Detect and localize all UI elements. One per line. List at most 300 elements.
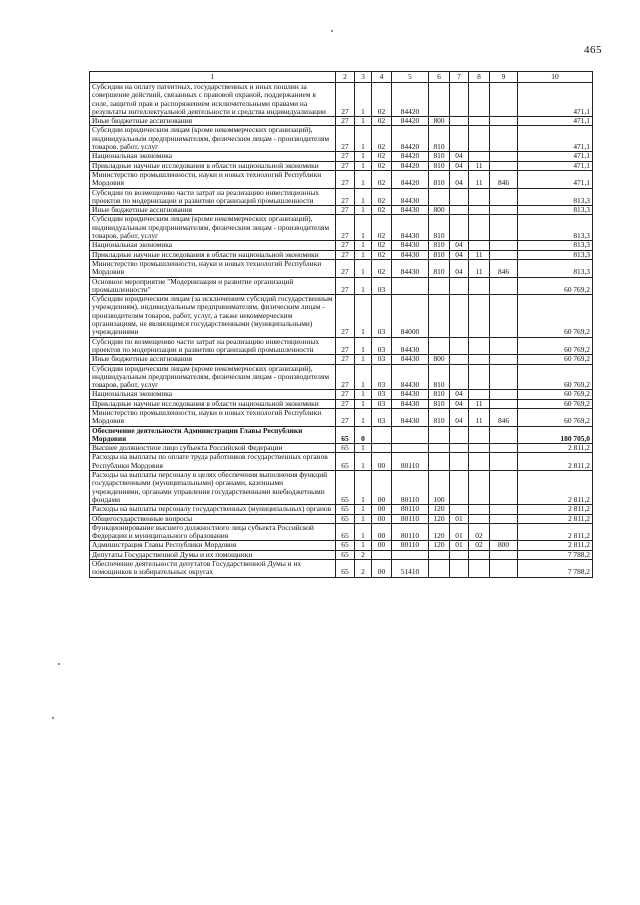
code-cell (490, 126, 518, 152)
code-cell (429, 83, 450, 117)
amount-cell: 60 769,2 (518, 277, 593, 295)
code-cell: 100 (429, 471, 450, 505)
code-cell (490, 241, 518, 250)
column-header: 6 (429, 72, 450, 83)
code-cell (469, 83, 490, 117)
code-cell (372, 444, 392, 453)
item-name-cell: Национальная экономика (90, 241, 336, 250)
item-name-cell: Национальная экономика (90, 390, 336, 399)
code-cell (490, 277, 518, 295)
table-row (90, 277, 593, 295)
table-row (90, 241, 593, 250)
table-row (90, 170, 593, 188)
item-name-cell: Министерство промышленности, науки и новых технологий Республики Мордовия (90, 170, 336, 188)
code-cell: 1 (355, 523, 372, 541)
code-cell: 1 (355, 161, 372, 170)
code-cell: 02 (372, 170, 392, 188)
code-cell: 84420 (392, 126, 429, 152)
code-cell: 1 (355, 295, 372, 337)
code-cell: 80110 (392, 471, 429, 505)
item-name-cell: Субсидии юридическим лицам (кроме некоммерческих организаций), индивидуальным предпринимателям, физическим лицам - производителям товаров, работ, услуг (90, 126, 336, 152)
code-cell (469, 550, 490, 559)
item-name-cell: Обеспечение деятельности депутатов Государственной Думы и их помощников в избирательных округах (90, 560, 336, 578)
code-cell (450, 277, 469, 295)
code-cell: 84430 (392, 250, 429, 259)
table-row (90, 295, 593, 337)
code-cell (469, 471, 490, 505)
code-cell (450, 117, 469, 126)
code-cell (469, 295, 490, 337)
code-cell (490, 161, 518, 170)
column-header: 4 (372, 72, 392, 83)
code-cell: 846 (490, 408, 518, 426)
table-row (90, 560, 593, 578)
code-cell (372, 550, 392, 559)
code-cell: 84420 (392, 83, 429, 117)
code-cell: 0 (355, 426, 372, 444)
code-cell: 27 (336, 117, 355, 126)
item-name-cell: Иные бюджетные ассигнования (90, 355, 336, 364)
code-cell: 02 (372, 126, 392, 152)
code-cell: 84000 (392, 295, 429, 337)
code-cell (392, 444, 429, 453)
code-cell: 03 (372, 295, 392, 337)
code-cell (469, 453, 490, 471)
code-cell: 810 (429, 152, 450, 161)
amount-cell: 7 788,2 (518, 560, 593, 578)
code-cell: 27 (336, 215, 355, 241)
code-cell (450, 295, 469, 337)
code-cell: 810 (429, 241, 450, 250)
code-cell: 02 (372, 83, 392, 117)
item-name-cell: Субсидии юридическим лицам (за исключением субсидий государственным учреждениям), индивидуальным предпринимателям, физическим лицам - производителям товаров, работ, услуг, а также некоммерческим организациям, не являющимся государственными (муниципальными) учреждениями (90, 295, 336, 337)
item-name-cell: Иные бюджетные ассигнования (90, 117, 336, 126)
code-cell: 84430 (392, 215, 429, 241)
code-cell: 65 (336, 505, 355, 514)
item-name-cell: Основное мероприятие "Модернизация и развитие организаций промышленности" (90, 277, 336, 295)
item-name-cell: Субсидии по возмещению части затрат на реализацию инвестиционных проектов по модернизации и развитию организаций промышленности (90, 188, 336, 206)
code-cell (429, 188, 450, 206)
amount-cell: 471,1 (518, 117, 593, 126)
code-cell (490, 355, 518, 364)
code-cell (429, 560, 450, 578)
table-row (90, 514, 593, 523)
code-cell: 1 (355, 408, 372, 426)
code-cell: 04 (450, 399, 469, 408)
code-cell (392, 426, 429, 444)
amount-cell: 60 769,2 (518, 355, 593, 364)
code-cell: 810 (429, 259, 450, 277)
code-cell: 84430 (392, 390, 429, 399)
table-row (90, 117, 593, 126)
code-cell: 03 (372, 408, 392, 426)
code-cell (372, 426, 392, 444)
code-cell: 02 (372, 259, 392, 277)
table-row (90, 188, 593, 206)
code-cell (469, 426, 490, 444)
amount-cell: 180 705,0 (518, 426, 593, 444)
code-cell: 27 (336, 241, 355, 250)
code-cell: 1 (355, 126, 372, 152)
code-cell (392, 550, 429, 559)
amount-cell: 471,1 (518, 161, 593, 170)
code-cell: 810 (429, 250, 450, 259)
code-cell: 810 (429, 170, 450, 188)
code-cell: 27 (336, 152, 355, 161)
code-cell: 27 (336, 206, 355, 215)
code-cell: 01 (450, 523, 469, 541)
code-cell (450, 426, 469, 444)
code-cell (450, 444, 469, 453)
code-cell: 80110 (392, 453, 429, 471)
code-cell: 02 (372, 206, 392, 215)
code-cell: 02 (372, 188, 392, 206)
code-cell: 800 (429, 117, 450, 126)
code-cell: 120 (429, 505, 450, 514)
amount-cell: 60 769,2 (518, 399, 593, 408)
code-cell (450, 188, 469, 206)
code-cell (450, 364, 469, 390)
code-cell (490, 453, 518, 471)
code-cell (450, 471, 469, 505)
code-cell: 1 (355, 390, 372, 399)
item-name-cell: Расходы на выплаты по оплате труда работников государственных органов Республики Мордовия (90, 453, 336, 471)
amount-cell: 60 769,2 (518, 390, 593, 399)
code-cell: 1 (355, 152, 372, 161)
code-cell: 1 (355, 399, 372, 408)
code-cell: 84420 (392, 117, 429, 126)
code-cell: 84420 (392, 161, 429, 170)
code-cell: 27 (336, 337, 355, 355)
table-row (90, 541, 593, 550)
code-cell: 11 (469, 408, 490, 426)
code-cell (450, 505, 469, 514)
code-cell (490, 295, 518, 337)
code-cell: 00 (372, 541, 392, 550)
item-name-cell: Субсидии по возмещению части затрат на реализацию инвестиционных проектов по модернизации и развитию организаций промышленности (90, 337, 336, 355)
code-cell (392, 277, 429, 295)
code-cell: 03 (372, 364, 392, 390)
code-cell (429, 453, 450, 471)
code-cell: 00 (372, 471, 392, 505)
code-cell (450, 355, 469, 364)
code-cell: 65 (336, 471, 355, 505)
code-cell: 04 (450, 152, 469, 161)
scan-dot (52, 717, 54, 719)
code-cell (490, 152, 518, 161)
code-cell (490, 364, 518, 390)
table-row (90, 453, 593, 471)
code-cell: 65 (336, 523, 355, 541)
amount-cell: 60 769,2 (518, 408, 593, 426)
code-cell: 11 (469, 250, 490, 259)
table-row (90, 408, 593, 426)
table-row (90, 471, 593, 505)
page-number: 465 (584, 44, 602, 56)
code-cell: 84430 (392, 259, 429, 277)
amount-cell: 2 811,2 (518, 505, 593, 514)
code-cell: 810 (429, 161, 450, 170)
amount-cell: 813,3 (518, 206, 593, 215)
code-cell: 80110 (392, 541, 429, 550)
code-cell: 02 (372, 241, 392, 250)
amount-cell: 60 769,2 (518, 337, 593, 355)
item-name-cell: Прикладные научные исследования в области национальной экономики (90, 250, 336, 259)
table-row (90, 505, 593, 514)
code-cell (469, 152, 490, 161)
code-cell (469, 560, 490, 578)
code-cell: 1 (355, 514, 372, 523)
code-cell: 84430 (392, 337, 429, 355)
amount-cell: 471,1 (518, 83, 593, 117)
code-cell (469, 514, 490, 523)
code-cell: 04 (450, 259, 469, 277)
code-cell: 1 (355, 541, 372, 550)
code-cell: 27 (336, 126, 355, 152)
code-cell (490, 399, 518, 408)
code-cell: 04 (450, 390, 469, 399)
code-cell: 65 (336, 444, 355, 453)
code-cell (469, 206, 490, 215)
table-row (90, 444, 593, 453)
table-row (90, 523, 593, 541)
item-name-cell: Субсидии юридическим лицам (кроме некоммерческих организаций), индивидуальным предпринимателям, физическим лицам - производителям товаров, работ, услуг (90, 215, 336, 241)
item-name-cell: Общегосударственные вопросы (90, 514, 336, 523)
code-cell: 03 (372, 337, 392, 355)
amount-cell: 813,3 (518, 250, 593, 259)
item-name-cell: Прикладные научные исследования в области национальной экономики (90, 161, 336, 170)
table-row (90, 426, 593, 444)
budget-table (89, 71, 593, 578)
code-cell: 80110 (392, 505, 429, 514)
table-row (90, 399, 593, 408)
amount-cell: 2 811,2 (518, 523, 593, 541)
code-cell: 27 (336, 408, 355, 426)
code-cell: 1 (355, 355, 372, 364)
code-cell: 02 (469, 541, 490, 550)
code-cell (429, 277, 450, 295)
code-cell (490, 523, 518, 541)
item-name-cell: Субсидии юридическим лицам (кроме некоммерческих организаций), индивидуальным предпринимателям, физическим лицам - производителям товаров, работ, услуг (90, 364, 336, 390)
code-cell: 1 (355, 83, 372, 117)
code-cell: 810 (429, 399, 450, 408)
table-row (90, 337, 593, 355)
code-cell: 27 (336, 364, 355, 390)
code-cell: 27 (336, 277, 355, 295)
code-cell (450, 215, 469, 241)
amount-cell: 813,3 (518, 188, 593, 206)
code-cell: 11 (469, 399, 490, 408)
column-header: 10 (518, 72, 593, 83)
code-cell: 04 (450, 161, 469, 170)
code-cell: 1 (355, 337, 372, 355)
code-cell: 1 (355, 170, 372, 188)
code-cell: 27 (336, 170, 355, 188)
amount-cell: 813,3 (518, 259, 593, 277)
code-cell (490, 117, 518, 126)
code-cell: 2 (355, 560, 372, 578)
table-row (90, 83, 593, 117)
code-cell: 800 (429, 206, 450, 215)
code-cell: 1 (355, 505, 372, 514)
code-cell (469, 337, 490, 355)
code-cell (469, 117, 490, 126)
code-cell (490, 560, 518, 578)
column-header: 7 (450, 72, 469, 83)
code-cell: 84430 (392, 399, 429, 408)
code-cell: 03 (372, 399, 392, 408)
amount-cell: 2 811,2 (518, 444, 593, 453)
code-cell (450, 453, 469, 471)
code-cell: 27 (336, 259, 355, 277)
table-row (90, 250, 593, 259)
table-row (90, 152, 593, 161)
code-cell: 1 (355, 444, 372, 453)
code-cell: 800 (429, 355, 450, 364)
code-cell (429, 337, 450, 355)
code-cell (429, 426, 450, 444)
code-cell: 65 (336, 453, 355, 471)
code-cell: 84430 (392, 408, 429, 426)
code-cell (469, 277, 490, 295)
code-cell: 846 (490, 259, 518, 277)
code-cell: 03 (372, 390, 392, 399)
column-header: 9 (490, 72, 518, 83)
amount-cell: 813,3 (518, 215, 593, 241)
code-cell: 120 (429, 523, 450, 541)
code-cell: 84430 (392, 241, 429, 250)
table-row (90, 355, 593, 364)
item-name-cell: Высшее должностное лицо субъекта Российской Федерации (90, 444, 336, 453)
item-name-cell: Расходы на выплаты персоналу государственных (муниципальных) органов (90, 505, 336, 514)
code-cell: 84420 (392, 152, 429, 161)
code-cell: 02 (372, 250, 392, 259)
code-cell: 02 (372, 152, 392, 161)
code-cell: 84430 (392, 188, 429, 206)
table-row (90, 126, 593, 152)
code-cell: 1 (355, 277, 372, 295)
code-cell: 11 (469, 170, 490, 188)
code-cell: 1 (355, 206, 372, 215)
code-cell: 65 (336, 560, 355, 578)
item-name-cell: Администрация Главы Республики Мордовия (90, 541, 336, 550)
code-cell: 1 (355, 215, 372, 241)
amount-cell: 2 811,2 (518, 471, 593, 505)
code-cell (490, 250, 518, 259)
code-cell (469, 505, 490, 514)
code-cell (469, 390, 490, 399)
code-cell (469, 241, 490, 250)
code-cell: 27 (336, 83, 355, 117)
code-cell (490, 337, 518, 355)
scan-dot (331, 30, 333, 32)
item-name-cell: Министерство промышленности, науки и новых технологий Республики Мордовия (90, 408, 336, 426)
code-cell: 84420 (392, 170, 429, 188)
code-cell: 810 (429, 215, 450, 241)
code-cell: 04 (450, 250, 469, 259)
code-cell: 00 (372, 523, 392, 541)
code-cell: 01 (450, 514, 469, 523)
code-cell (450, 83, 469, 117)
code-cell: 120 (429, 541, 450, 550)
column-header: 3 (355, 72, 372, 83)
code-cell: 1 (355, 241, 372, 250)
column-header: 5 (392, 72, 429, 83)
code-cell: 810 (429, 408, 450, 426)
code-cell: 1 (355, 117, 372, 126)
code-cell: 00 (372, 514, 392, 523)
code-cell: 65 (336, 426, 355, 444)
code-cell: 27 (336, 355, 355, 364)
code-cell: 1 (355, 364, 372, 390)
code-cell: 84430 (392, 355, 429, 364)
code-cell: 800 (490, 541, 518, 550)
item-name-cell: Национальная экономика (90, 152, 336, 161)
item-name-cell: Субсидии на оплату патентных, государственных и иных пошлин за совершение действий, связанных с правовой охраной, поддержанием в силе, защитой прав и распоряжением исключительными правами на результаты интеллектуальной деятельности и средства индивидуализации (90, 83, 336, 117)
code-cell (450, 337, 469, 355)
code-cell (469, 188, 490, 206)
code-cell: 27 (336, 250, 355, 259)
code-cell (450, 550, 469, 559)
table-body (90, 83, 593, 578)
code-cell: 01 (450, 541, 469, 550)
code-cell: 03 (372, 355, 392, 364)
code-cell: 810 (429, 126, 450, 152)
code-cell: 11 (469, 259, 490, 277)
code-cell: 80110 (392, 514, 429, 523)
code-cell (469, 444, 490, 453)
code-cell (450, 560, 469, 578)
table-row (90, 215, 593, 241)
column-header: 8 (469, 72, 490, 83)
code-cell: 04 (450, 170, 469, 188)
code-cell (490, 390, 518, 399)
code-cell: 80110 (392, 523, 429, 541)
scan-dot (58, 663, 60, 665)
code-cell: 02 (372, 117, 392, 126)
code-cell (490, 215, 518, 241)
amount-cell: 60 769,2 (518, 295, 593, 337)
code-cell (469, 364, 490, 390)
code-cell (450, 126, 469, 152)
table-row (90, 550, 593, 559)
code-cell: 51410 (392, 560, 429, 578)
code-cell (490, 426, 518, 444)
code-cell (469, 126, 490, 152)
code-cell: 02 (469, 523, 490, 541)
code-cell: 120 (429, 514, 450, 523)
code-cell (490, 444, 518, 453)
code-cell: 27 (336, 390, 355, 399)
code-cell: 84430 (392, 206, 429, 215)
code-cell: 65 (336, 550, 355, 559)
code-cell: 02 (372, 215, 392, 241)
code-cell: 27 (336, 161, 355, 170)
code-cell: 02 (372, 161, 392, 170)
amount-cell: 471,1 (518, 126, 593, 152)
code-cell (490, 550, 518, 559)
item-name-cell: Депутаты Государственной Думы и их помощники (90, 550, 336, 559)
amount-cell: 2 811,2 (518, 541, 593, 550)
item-name-cell: Расходы на выплаты персоналу в целях обеспечения выполнения функций государственными (муниципальными) органами, казенными учреждениями, органами управления государственными внебюджетными фондами (90, 471, 336, 505)
item-name-cell: Обеспечение деятельности Администрации Главы Республики Мордовия (90, 426, 336, 444)
code-cell: 00 (372, 560, 392, 578)
code-cell (490, 471, 518, 505)
amount-cell: 471,1 (518, 152, 593, 161)
amount-cell: 7 788,2 (518, 550, 593, 559)
code-cell (469, 355, 490, 364)
code-cell (429, 550, 450, 559)
